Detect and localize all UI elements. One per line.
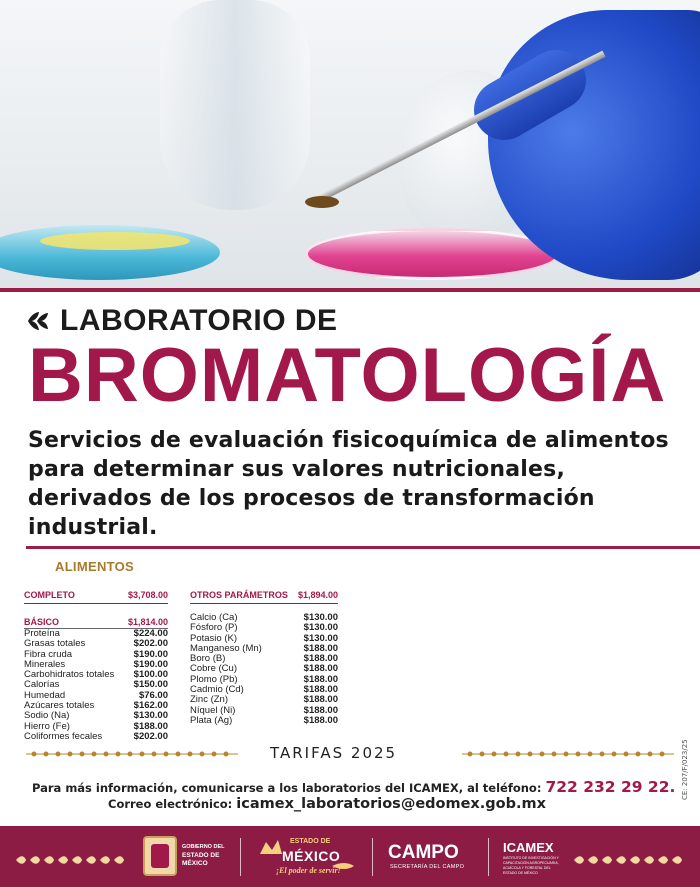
icamex-subtitle: INSTITUTO DE INVESTIGACIÓN Y CAPACITACIÓN AGROPECUARIA, ACUÍCOLA Y FORESTAL DEL ESTADO DE MÉXICO (503, 856, 559, 875)
footer-ornament-left (14, 851, 130, 870)
item-price: $130.00 (303, 632, 338, 644)
tarifas-label: TARIFAS 2025 (270, 744, 398, 762)
edomex-small: ESTADO DE (290, 838, 331, 845)
item-price: $202.00 (133, 638, 168, 650)
completo-row (24, 590, 168, 604)
item-name: Calcio (Ca) (190, 612, 238, 623)
item-name: Zinc (Zn) (190, 694, 228, 706)
item-price: $190.00 (133, 648, 168, 660)
otros-label: OTROS PARÁMETROS (190, 590, 288, 600)
campo-logo: CAMPO (388, 842, 459, 863)
item-price: $188.00 (303, 714, 338, 726)
ornament-line-right (462, 749, 674, 759)
ornament-right (462, 749, 674, 759)
item-name: Hierro (Fe) (24, 720, 70, 732)
page-title: BROMATOLOGÍA (28, 333, 667, 418)
flask-shape (160, 0, 310, 210)
item-price: $188.00 (303, 694, 338, 706)
food-sample (305, 196, 339, 208)
item-name: Grasas totales (24, 638, 86, 650)
leaf-icon (26, 310, 50, 332)
item-price: $188.00 (303, 684, 338, 696)
edomex-slogan: ¡El poder de servir! (276, 866, 341, 875)
item-price: $188.00 (303, 642, 338, 654)
alimentos-label: ALIMENTOS (55, 559, 135, 574)
footer-ornament-right (572, 851, 688, 870)
hero-lab-photo (0, 0, 700, 290)
item-price: $190.00 (133, 658, 168, 670)
item-price: $224.00 (133, 628, 168, 639)
gob-line3: MÉXICO (182, 860, 208, 867)
basico-label: BÁSICO (24, 617, 60, 627)
ornament-left (26, 749, 238, 759)
contact-line-email (108, 796, 546, 812)
gobierno-logo-text (182, 843, 224, 869)
contact-line-phone (32, 778, 675, 796)
item-name: Carbohidratos totales (24, 669, 115, 681)
completo-price: $3,708.00 (127, 590, 168, 600)
basico-price: $1,814.00 (127, 617, 168, 627)
item-price: $202.00 (133, 730, 168, 742)
item-name: Calorías (24, 679, 60, 691)
item-name: Sodio (Na) (24, 710, 70, 722)
service-description: Servicios de evaluación fisicoquímica de alimentos para determinar sus valores nutricionales, derivados de los procesos de transformación industrial. (28, 428, 669, 540)
item-price: $150.00 (133, 679, 168, 691)
item-price: $188.00 (303, 673, 338, 685)
otros-row (190, 590, 338, 604)
item-name: Fibra cruda (24, 648, 73, 660)
info-text: Para más información, comunicarse a los laboratorios del ICAMEX, al teléfono: (32, 781, 542, 795)
logo-separator (488, 838, 489, 876)
item-name: Azúcares totales (24, 700, 95, 712)
logo-separator (240, 838, 241, 876)
item-name: Cobre (Cu) (190, 663, 237, 675)
item-name: Plata (Ag) (190, 714, 233, 726)
edomex-big: MÉXICO (282, 848, 341, 864)
item-price: $130.00 (303, 622, 338, 634)
item-price: $130.00 (303, 612, 338, 623)
state-coat-of-arms-icon (143, 836, 177, 876)
item-name: Plomo (Pb) (190, 673, 238, 685)
item-price: $162.00 (133, 700, 168, 712)
email-address[interactable]: icamex_laboratorios@edomex.gob.mx (236, 796, 546, 812)
other-items (190, 613, 338, 726)
item-price: $188.00 (303, 663, 338, 675)
gob-line1: GOBIERNO DEL (182, 844, 225, 850)
price-row (24, 732, 168, 742)
section-divider (26, 546, 700, 549)
item-price: $188.00 (133, 720, 168, 732)
item-name: Boro (B) (190, 653, 226, 665)
price-row (190, 716, 338, 726)
petri-dish-pink (305, 228, 560, 280)
item-name: Potasio (K) (190, 632, 237, 644)
gob-line2: ESTADO DE (182, 851, 220, 859)
footer-bar (0, 826, 700, 887)
email-label: Correo electrónico: (108, 797, 233, 811)
phone-number[interactable]: 722 232 29 22. (545, 778, 676, 796)
item-name: Cadmio (Cd) (190, 684, 244, 696)
item-name: Proteína (24, 628, 60, 639)
lab-prefix: LABORATORIO DE (60, 304, 338, 337)
document-code: CE: 207/F/023/25 (681, 739, 689, 800)
item-name: Níquel (Ni) (190, 704, 236, 716)
item-name: Fósforo (P) (190, 622, 238, 634)
completo-label: COMPLETO (24, 590, 75, 600)
item-price: $188.00 (303, 704, 338, 716)
item-price: $76.00 (138, 689, 168, 701)
ornament-icon (14, 854, 130, 866)
item-name: Manganeso (Mn) (190, 642, 262, 654)
icamex-logo: ICAMEX (503, 840, 554, 855)
item-price: $188.00 (303, 653, 338, 665)
price-table-basic (24, 590, 168, 742)
ornament-icon (572, 854, 688, 866)
basic-items (24, 629, 168, 742)
petri-dish-yellow (40, 232, 190, 250)
campo-subtitle: SECRETARÍA DEL CAMPO (390, 864, 465, 870)
item-name: Humedad (24, 689, 66, 701)
logo-separator (372, 838, 373, 876)
price-table-other (190, 590, 338, 726)
item-name: Minerales (24, 658, 66, 670)
hero-bottom-rule (0, 288, 700, 292)
ornament-line-left (26, 749, 238, 759)
item-price: $100.00 (133, 669, 168, 681)
otros-price: $1,894.00 (297, 590, 338, 600)
item-price: $130.00 (133, 710, 168, 722)
item-name: Coliformes fecales (24, 730, 103, 742)
